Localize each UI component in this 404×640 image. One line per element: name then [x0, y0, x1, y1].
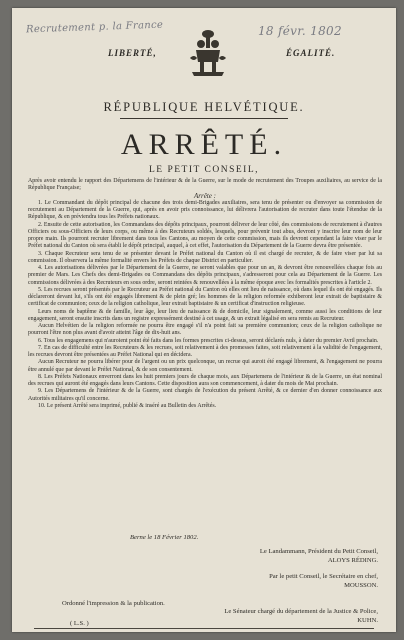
preamble: Après avoir entendu le rapport des Départemens de l'intérieur & de la Guerre, sur le mode de recrutement des Troupes auxiliaires, au service de la République Française;: [28, 178, 382, 192]
helvetic-emblem-icon: [188, 28, 228, 78]
print-order: Ordonné l'impression & la publication.: [62, 600, 165, 607]
article: 10. Le présent Arrêté sera imprimé, publié & inséré au Bulletin des Arrêtés.: [38, 402, 217, 409]
date-line: Berne le 18 Février 1802.: [130, 534, 199, 541]
article: 5. Les recrues seront présentés par le Recruteur au Préfet national du Canton où elles ont lieu de naissance, où dans lequel ils ont été engagés. Ils déclareront devant lui, s'ils ont été engagés librement & de plein gré; les hommes de la religion reformée exhiberont leur extrait de baptistaire & certificat de communion; ceux de la religion catholique, leur extrait baptistaire & un certificat d'instruction religieuse.: [28, 286, 382, 308]
signature-name: ALOYS RÉDING.: [327, 556, 378, 564]
decree-body: [28, 178, 382, 410]
handwritten-date: 18 févr. 1802: [258, 24, 342, 38]
arrete-label: Arrête :: [194, 191, 216, 200]
signature-landammann: [232, 548, 378, 565]
republic-heading: RÉPUBLIQUE HELVÉTIQUE.: [103, 100, 305, 114]
article: 6. Tous les engagemens qui n'auroient point été faits dans les formes prescrites ci-dessus, seront déclarés nuls, à dater du premier Avril prochain.: [38, 337, 379, 344]
signature-name: MOUSSON.: [344, 581, 378, 589]
heading-rule: [120, 118, 288, 119]
council-heading: LE PETIT CONSEIL,: [148, 165, 260, 175]
signature-title: Le Sénateur chargé du département de la Justice & Police,: [224, 608, 378, 615]
signature-name: KUHN.: [357, 616, 378, 624]
article: 8. Les Préfets Nationaux enverront dans les huit premiers jours de chaque mois, aux Départemens de l'intérieur & de la Guerre, un état nominal des recrues qui auront été engagés dans leurs Cantons. Cette disposition aura son commencement, à dater du mois de Mai prochain.: [28, 373, 382, 387]
seal-mark: ( L.S. ): [70, 620, 89, 627]
motto-egalite: ÉGALITÉ.: [286, 48, 336, 58]
article: 2. Ensuite de cette autorisation, les Commandans des dépôts principaux, pourront délivrer de leur côté, des commissions de recrutement à d'autres Officiers ou sous-Officiers de leurs corps, ou même à des Recruteurs soldés, lesquels, pour prévenir tout abus, devront y inscrire leur nom de leur propre main. Ils pourront recruter librement dans tous les Cantons, au moyen de cette commission, mais ils devront cependant la faire viser par le Préfet national du Canton où sera établi le dépôt principal, auquel, à cet effet, l'autorisation du Département de la Guerre devra être présentée.: [28, 221, 382, 250]
handwritten-note: Recrutement p. la France: [25, 19, 164, 36]
article: 3. Chaque Recruteur sera tenu de se présenter devant le Préfet national du Canton où il est chargé de recruter, & de faire viser par lui sa commission. Il observera la même formalité envers les Préfets de chaque District en particulier.: [28, 250, 382, 264]
signature-senator: [192, 608, 378, 625]
article: Aucun Helvétien de la religion reformée ne pourra être engagé s'il n'a point fait sa première communion; ceux de la religion catholique ne pourront l'être non plus avant d'avoir atteint l'âge de dix-huit ans.: [28, 323, 382, 337]
document-page: [12, 8, 396, 632]
article: 9. Les Départemens de l'intérieur & de la Guerre, sont chargés de l'exécution du présent Arrêté, & ce dernier d'en donner connoissance aux Autorités militaires qu'il concerne.: [28, 388, 382, 402]
bottom-rule: [34, 628, 374, 629]
article: Aucun Recruteur ne pourra libérer pour de l'argent ou un prix quelconque, un recrue qui auroit été engagé librement, & l'engagement ne pourra être annulé que par devant le Préfet National, & de son consentement.: [28, 359, 382, 373]
article: 7. En cas de difficulté entre les Recruteurs & les recrues, soit relativement à des promesses faites, soit relativement à la validité de l'engagement, les recrues devront être présentées au Préfet National qui en décidera.: [28, 344, 382, 358]
page-title: ARRÊTÉ.: [120, 128, 288, 161]
article: 4. Les autorisations délivrées par le Département de la Guerre, ne seront valables que pour un an, & devront être renouvellées chaque fois au premier de Mars. Les Chefs des demi-Brigades ou Commandans des dépôts principaux, s'adresseront pour cela au Département de la Guerre. Les commissions délivrées à des Recruteurs en sous ordre, seront reintées & renouvellées à la même époque avec les formalités prescrites à l'article 2.: [28, 265, 382, 286]
article: 1. Le Commandant du dépôt principal de chacune des trois demi-Brigades auxiliaires, sera tenu de présenter ou d'envoyer sa commission de recrutement au Département de la Guerre, qui, après en avoir pris connoissance, lui délivrera l'autorisation de recruter dans toute l'étendue de la République, & en préviendra tous les Préfets nationaux.: [28, 199, 382, 221]
article: Leurs noms de baptême & de famille, leur âge, leur lieu de naissance & de domicile, leur signalement, comme aussi les conditions de leur engagement, seront ensuite inscrits dans un registre expressément destiné à cet usage, & un extrait légalisé en sera remis au Recruteur.: [28, 308, 382, 322]
signature-title: Par le petit Conseil, le Secrétaire en chef,: [269, 573, 378, 580]
signature-title: Le Landammann, Président du Petit Conseil,: [259, 548, 378, 555]
motto-liberte: LIBERTÉ,: [108, 48, 157, 58]
signature-secretary: [212, 573, 378, 590]
